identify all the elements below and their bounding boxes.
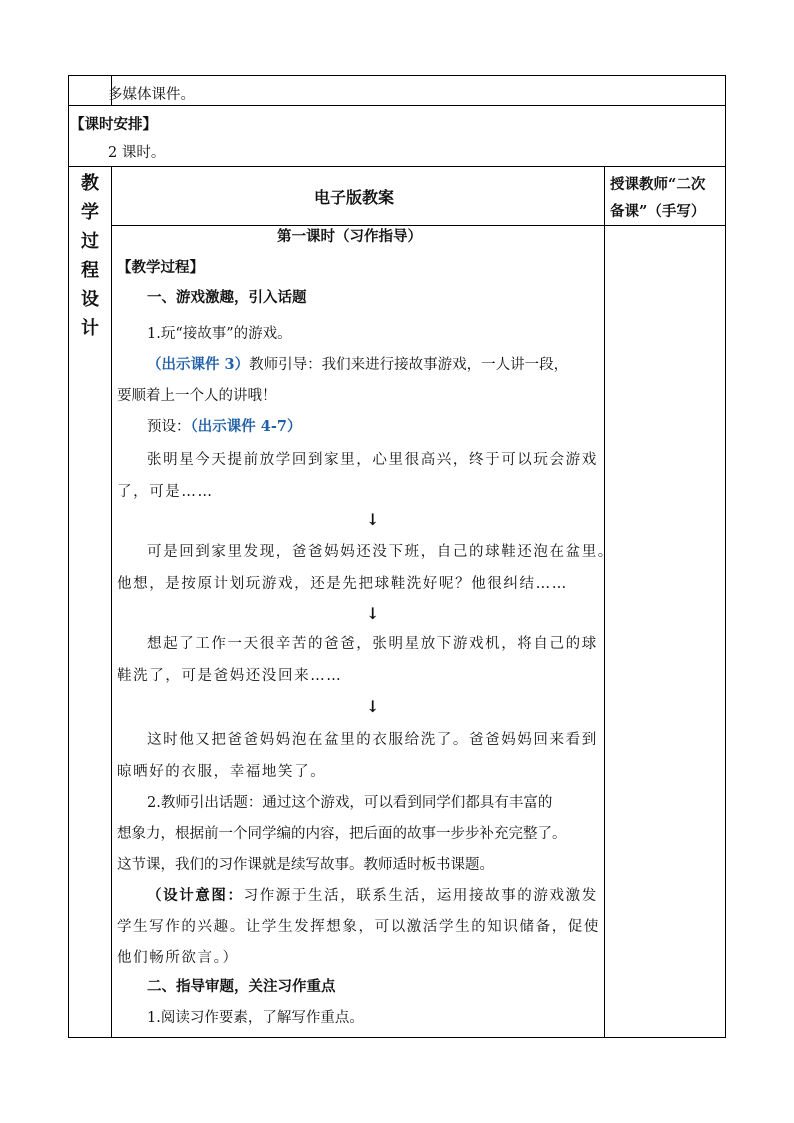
table-border-left <box>68 75 69 1038</box>
preset-show-label: （出示课件 4-7） <box>190 418 302 435</box>
story4-line2: 晾晒好的衣服，幸福地笑了。 <box>117 764 327 780</box>
story2-line2: 他想，是按原计划玩游戏，还是先把球鞋洗好呢？他很纠结…… <box>117 576 568 592</box>
item2-line1: 2.教师引出话题：通过这个游戏，可以看到同学们都具有丰富的 <box>147 795 553 811</box>
section2-heading: 二、指导审题，关注习作重点 <box>147 978 336 995</box>
side-label-char: 计 <box>81 318 99 339</box>
row-divider-header <box>111 225 726 226</box>
process-heading: 【教学过程】 <box>117 259 204 276</box>
design-line2: 学生写作的兴趣。让学生发挥想象，可以激活学生的知识储备，促使 <box>117 919 600 935</box>
section2-item1: 1.阅读习作要素，了解写作重点。 <box>147 1010 364 1026</box>
materials-text: 多媒体课件。 <box>108 87 195 103</box>
center-title: 电子版教案 <box>314 188 395 207</box>
table-border-right <box>725 75 726 1038</box>
side-label-char: 程 <box>81 260 99 281</box>
design-text: 习作源于生活，联系生活，运用接故事的游戏激发 <box>243 888 598 904</box>
down-arrow-icon: ↓ <box>366 510 380 529</box>
table-border-bottom <box>68 1037 726 1038</box>
design-label: （设计意图： <box>147 887 244 904</box>
show3-line <box>147 355 568 375</box>
story3-line2: 鞋洗了，可是爸妈还没回来…… <box>117 668 343 684</box>
down-arrow-icon: ↓ <box>366 604 380 623</box>
teacher-note-header-line2: 备课”（手写） <box>610 203 706 220</box>
right-column-divider <box>604 166 605 1038</box>
story3-line1: 想起了工作一天很辛苦的爸爸，张明星放下游戏机，将自己的球 <box>147 636 598 652</box>
row-divider-materials <box>68 105 726 106</box>
story2-line1: 可是回到家里发现，爸爸妈妈还没下班，自己的球鞋还泡在盆里。 <box>147 544 614 560</box>
session-title: 第一课时（习作指导） <box>277 228 422 245</box>
schedule-heading: 【课时安排】 <box>70 116 157 133</box>
side-label-char: 学 <box>81 202 99 223</box>
design-line3: 他们畅所欲言。） <box>117 950 239 966</box>
schedule-value: 2 课时。 <box>108 145 166 161</box>
design-line1 <box>147 886 598 906</box>
show3-label: （出示课件 3） <box>147 356 250 373</box>
show3-text: 教师引导：我们来进行接故事游戏，一人讲一段， <box>249 357 569 373</box>
show3-text-line2: 要顺着上一个人的讲哦！ <box>117 388 277 404</box>
story4-line1: 这时他又把爸爸妈妈泡在盆里的衣服给洗了。爸爸妈妈回来看到 <box>147 732 598 748</box>
item1-text: 1.玩“接故事”的游戏。 <box>147 326 292 342</box>
item2-line2: 想象力，根据前一个同学编的内容，把后面的故事一步步补充完整了。 <box>117 826 567 842</box>
side-column-divider <box>111 166 112 1038</box>
down-arrow-icon: ↓ <box>366 697 380 716</box>
side-label-char: 过 <box>81 231 99 252</box>
preset-label: 预设： <box>147 419 191 435</box>
section1-heading: 一、游戏激趣，引入话题 <box>147 289 307 306</box>
side-label-char: 教 <box>81 173 99 194</box>
teacher-note-header-line1: 授课教师“二次 <box>610 176 706 193</box>
row-divider-schedule <box>68 166 726 167</box>
side-label <box>70 172 110 346</box>
side-label-char: 设 <box>81 289 99 310</box>
story1-line2: 了，可是…… <box>117 484 214 500</box>
item2-line3: 这节课，我们的习作课就是续写故事。教师适时板书课题。 <box>117 857 494 873</box>
table-border-top <box>68 75 726 76</box>
preset-line <box>147 417 302 437</box>
story1-line1: 张明星今天提前放学回到家里，心里很高兴，终于可以玩会游戏 <box>147 452 598 468</box>
